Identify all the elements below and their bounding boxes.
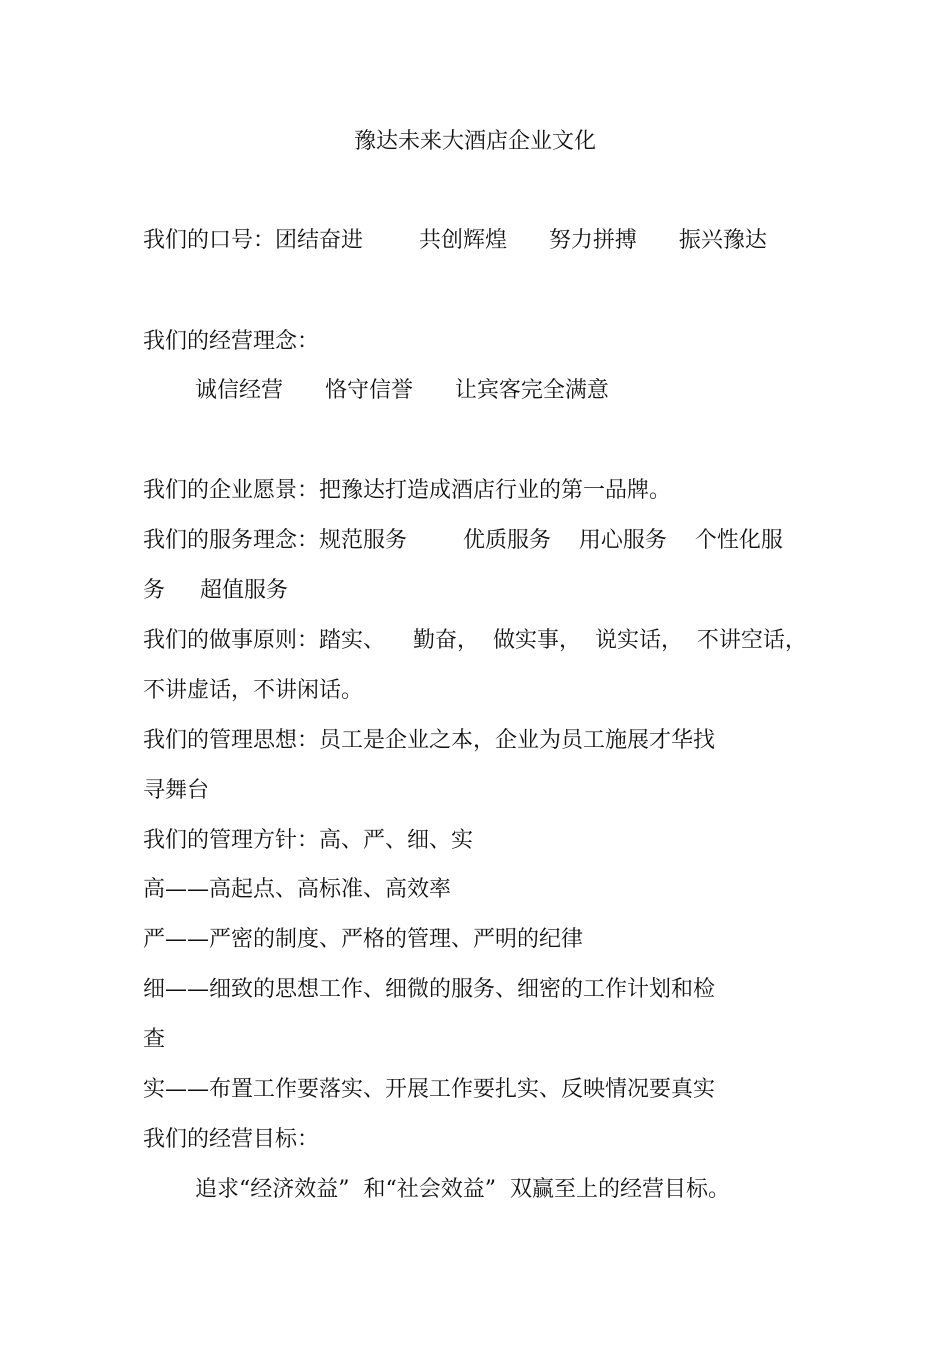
philosophy-heading: 我们的经营理念：	[143, 329, 320, 354]
principle-line-2: 不讲虚话，不讲闲话。	[143, 678, 364, 703]
service-line-2: 务 超值服务	[143, 578, 288, 603]
policy-detail-line-1: 细——细致的思想工作、细微的服务、细密的工作计划和检	[143, 977, 716, 1002]
philosophy-text: 诚信经营 恪守信誉 让宾客完全满意	[195, 378, 609, 403]
service-line-1: 我们的服务理念：规范服务 优质服务 用心服务 个性化服	[143, 528, 783, 553]
policy-detail-line-2: 查	[143, 1027, 166, 1052]
policy-strict-line: 严——严密的制度、严格的管理、严明的纪律	[143, 927, 584, 952]
slogan-line: 我们的口号：团结奋进 共创辉煌 努力拼搏 振兴豫达	[143, 228, 767, 253]
goal-heading: 我们的经营目标：	[143, 1127, 320, 1152]
policy-practical-line: 实——布置工作要落实、开展工作要扎实、反映情况要真实	[143, 1077, 716, 1102]
goal-text: 追求“经济效益” 和“社会效益” 双赢至上的经营目标。	[195, 1177, 730, 1202]
vision-line: 我们的企业愿景：把豫达打造成酒店行业的第一品牌。	[143, 478, 672, 503]
management-thought-line-2: 寻舞台	[143, 778, 210, 803]
document-title: 豫达未来大酒店企业文化	[353, 129, 596, 154]
principle-line-1: 我们的做事原则：踏实、 勤奋， 做实事， 说实话， 不讲空话，	[143, 628, 807, 653]
policy-high-line: 高——高起点、高标准、高效率	[143, 877, 452, 902]
management-thought-line-1: 我们的管理思想：员工是企业之本，企业为员工施展才华找	[143, 728, 716, 753]
management-policy-line: 我们的管理方针：高、严、细、实	[143, 828, 474, 853]
